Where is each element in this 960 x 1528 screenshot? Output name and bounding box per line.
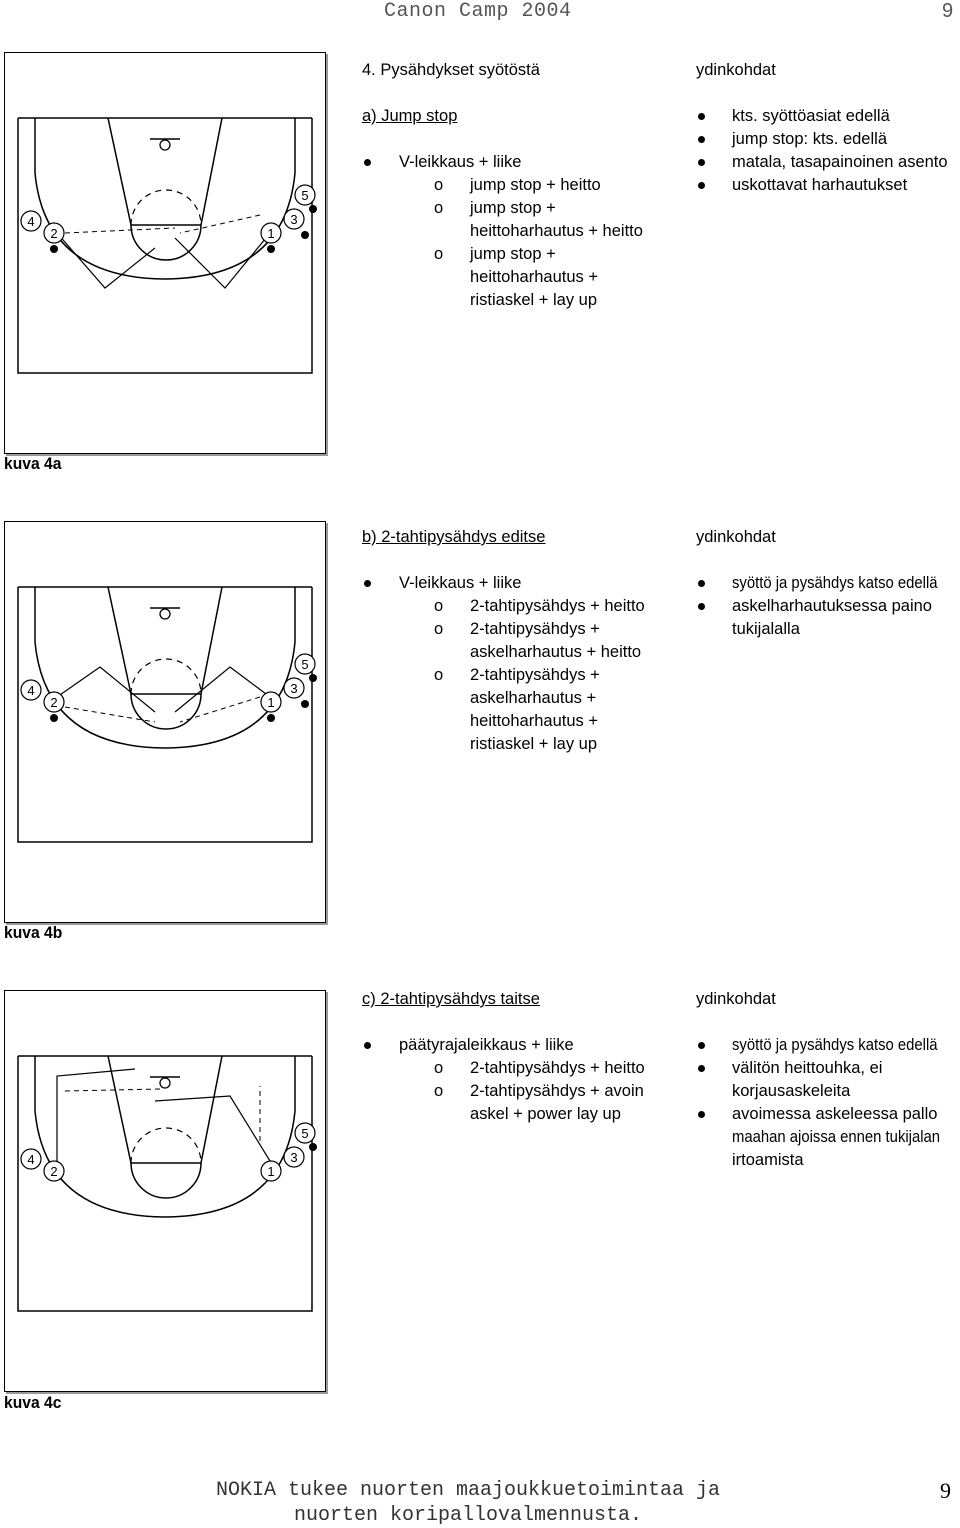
svg-text:1: 1 <box>267 1164 275 1179</box>
key-point: avoimessa askeleessa pallo maahan ajoissa ennen tukijalan irtoamista <box>696 1103 960 1172</box>
key-point: jump stop: kts. edellä <box>696 128 960 151</box>
footer-line-2: nuorten koripallovalmennusta. <box>293 1504 643 1527</box>
court-diagram-a <box>4 52 326 454</box>
player-4-label: 4 <box>27 214 35 229</box>
drill-text-b <box>362 526 692 756</box>
key-point: kts. syöttöasiat edellä <box>696 105 960 128</box>
key-point: välitön heittouhka, ei korjausaskeleita <box>696 1057 960 1103</box>
running-header-page-number: 9 <box>942 0 954 22</box>
sub-item: o 2-tahtipysähdys + askelharhautus + heittoharhautus + ristiaskel + lay up <box>434 666 600 753</box>
sub-item: o jump stop + heittoharhautus + ristiaskel + lay up <box>434 245 598 309</box>
figure-label-a: kuva 4a <box>4 454 62 473</box>
key-points-b <box>696 526 960 641</box>
court-diagram-c <box>4 990 326 1392</box>
sub-item: o 2-tahtipysähdys + heitto <box>434 1059 645 1077</box>
key-point: syöttö ja pysähdys katso edellä <box>696 1034 960 1057</box>
sub-item: o 2-tahtipysähdys + askelharhautus + heitto <box>434 620 642 661</box>
sub-item: o jump stop + heitto <box>434 176 601 194</box>
footer-line-1: NOKIA tukee nuorten maajoukkuetoimintaa ja <box>215 1479 721 1502</box>
section-title: 4. Pysähdykset syötöstä <box>362 61 540 79</box>
figure-label-c: kuva 4c <box>4 1393 62 1412</box>
key-points-c <box>696 988 960 1172</box>
court-svg-b <box>5 522 325 922</box>
svg-text:4: 4 <box>27 1152 35 1167</box>
drill-heading-b: b) 2-tahtipysähdys editse <box>362 528 546 546</box>
sub-item: o jump stop + heittoharhautus + heitto <box>434 199 643 240</box>
key-point: uskottavat harhautukset <box>696 174 960 197</box>
svg-text:3: 3 <box>290 1150 298 1165</box>
svg-text:5: 5 <box>301 1126 309 1141</box>
player-1-label: 1 <box>267 226 275 241</box>
svg-text:2: 2 <box>50 1164 58 1179</box>
bullet-item: V-leikkaus + liike <box>362 151 692 174</box>
svg-text:1: 1 <box>267 695 275 710</box>
key-heading: ydinkohdat <box>696 990 776 1008</box>
drill-text-c <box>362 988 692 1126</box>
player-3-label: 3 <box>290 212 298 227</box>
svg-text:2: 2 <box>50 695 58 710</box>
key-point: syöttö ja pysähdys katso edellä <box>696 572 960 595</box>
drill-heading-c: c) 2-tahtipysähdys taitse <box>362 990 540 1008</box>
sub-item: o 2-tahtipysähdys + avoin askel + power lay up <box>434 1082 644 1123</box>
cut-path-left <box>57 233 155 288</box>
sub-item: o 2-tahtipysähdys + heitto <box>434 597 645 615</box>
key-heading: ydinkohdat <box>696 528 776 546</box>
court-svg-c <box>5 991 325 1391</box>
player-5-label: 5 <box>301 188 309 203</box>
key-point: askelharhautuksessa paino tukijalalla <box>696 595 960 641</box>
key-point: matala, tasapainoinen asento <box>696 151 960 174</box>
bullet-item: päätyrajaleikkaus + liike <box>362 1034 692 1057</box>
figure-label-b: kuva 4b <box>4 923 63 942</box>
svg-text:5: 5 <box>301 657 309 672</box>
svg-text:3: 3 <box>290 681 298 696</box>
cut-path-right <box>175 233 270 288</box>
court-diagram-b <box>4 521 326 923</box>
drill-text-a <box>362 59 692 312</box>
page-footer <box>188 1478 748 1528</box>
key-heading: ydinkohdat <box>696 61 776 79</box>
court-svg-a <box>5 53 325 453</box>
drill-heading-a: a) Jump stop <box>362 107 458 125</box>
footer-page-number: 9 <box>940 1478 951 1503</box>
svg-text:4: 4 <box>27 683 35 698</box>
key-points-a <box>696 59 960 197</box>
player-2-label: 2 <box>50 226 58 241</box>
running-header-title: Canon Camp 2004 <box>384 0 572 23</box>
bullet-item: V-leikkaus + liike <box>362 572 692 595</box>
